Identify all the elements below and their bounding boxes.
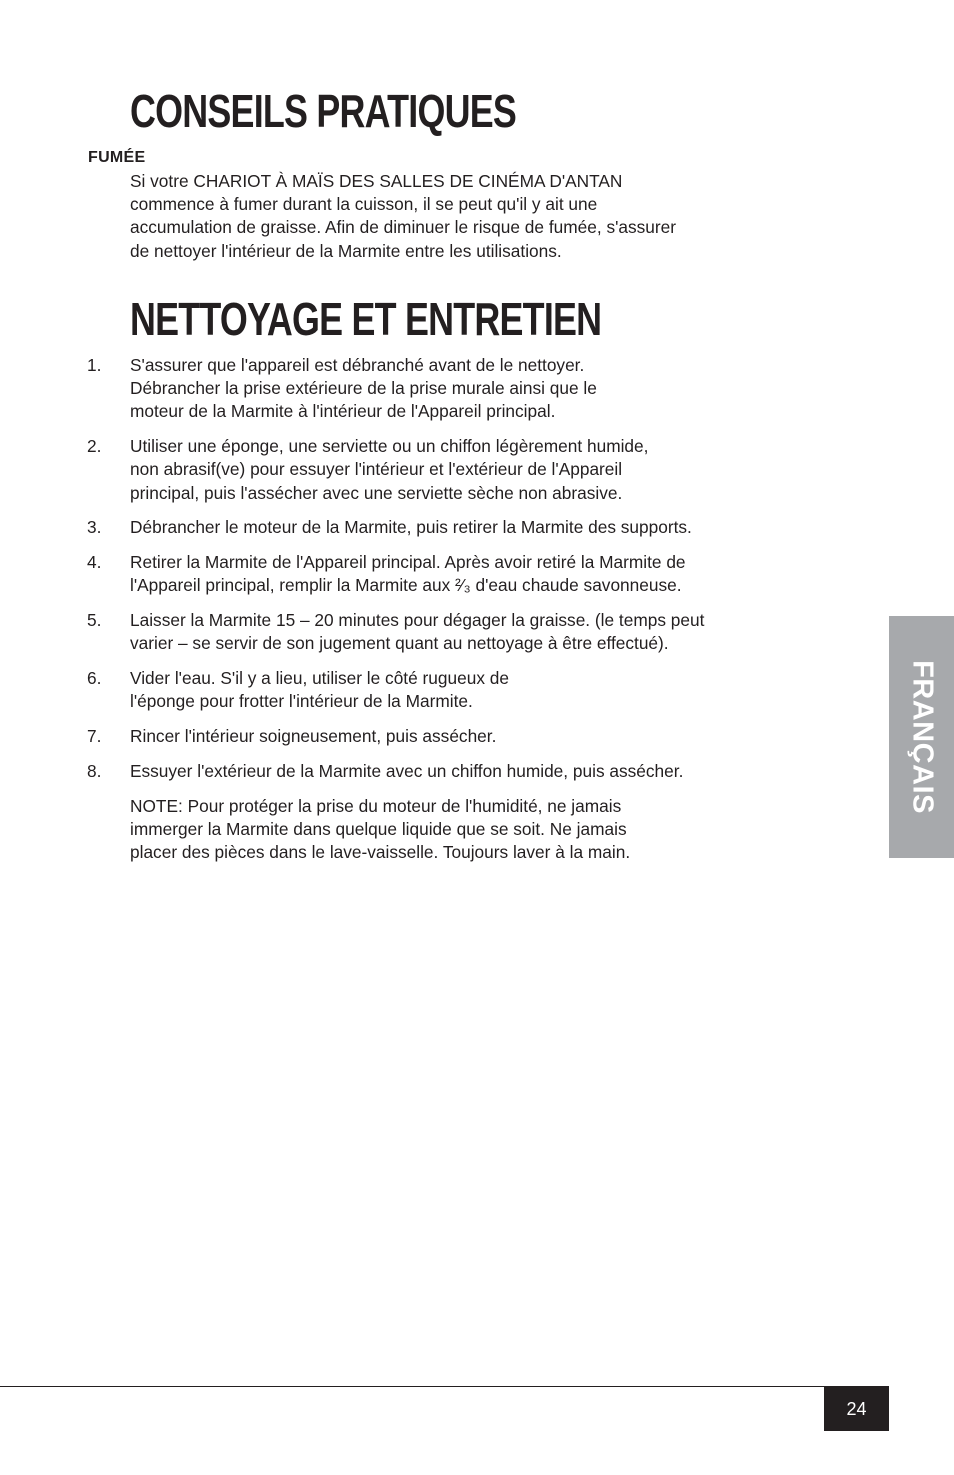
step-text: Retirer la Marmite de l'Appareil principal. Après avoir retiré la Marmite de l'Appareil principal, remplir la Marmite aux ²⁄₃ d'eau chaude savonneuse.	[130, 552, 686, 596]
subheading-fumee: FUMÉE	[88, 149, 146, 166]
cleaning-steps-list	[0, 354, 954, 864]
step-text: S'assurer que l'appareil est débranché avant de le nettoyer. Débrancher la prise extérieure de la prise murale ainsi que le moteur de la Marmite à l'intérieur de l'Appareil principal.	[130, 355, 597, 422]
language-side-tab	[889, 616, 954, 858]
step-number: 2.	[87, 436, 102, 457]
footer-divider	[0, 1386, 889, 1387]
cleaning-note: NOTE: Pour protéger la prise du moteur de l'humidité, ne jamais immerger la Marmite dans quelque liquide que se soit. Ne jamais placer des pièces dans le lave-vaisselle. Toujours laver à la main.	[130, 795, 631, 863]
step-text: Débrancher le moteur de la Marmite, puis retirer la Marmite des supports.	[130, 517, 692, 538]
page-number: 24	[846, 1399, 867, 1419]
list-item	[0, 435, 954, 505]
step-number: 4.	[87, 552, 102, 573]
list-item	[0, 667, 954, 713]
step-number: 3.	[87, 517, 102, 538]
step-number: 6.	[87, 668, 102, 689]
fumee-paragraph: Si votre CHARIOT À MAÏS DES SALLES DE CINÉMA D'ANTAN commence à fumer durant la cuisson, il se peut qu'il y ait une accumulation de graisse. Afin de diminuer le risque de fumée, s'assurer de nettoyer l'intérieur de la Marmite entre les utilisations.	[130, 171, 677, 261]
list-item	[0, 725, 954, 748]
step-text: Laisser la Marmite 15 – 20 minutes pour dégager la graisse. (le temps peut varier – se servir de son jugement quant au nettoyage à être effectué).	[130, 610, 705, 654]
page-number-badge	[824, 1387, 889, 1431]
step-number: 8.	[87, 761, 102, 781]
list-item	[0, 516, 954, 539]
list-item	[0, 551, 954, 597]
step-number: 5.	[87, 610, 102, 631]
step-text: Vider l'eau. S'il y a lieu, utiliser le côté rugueux de l'éponge pour frotter l'intérieur de la Marmite.	[130, 668, 509, 712]
list-item	[0, 609, 954, 655]
step-number: 7.	[87, 726, 102, 747]
list-item	[0, 760, 954, 783]
step-number: 1.	[87, 355, 102, 375]
step-text: Rincer l'intérieur soigneusement, puis assécher.	[130, 726, 497, 747]
step-text: Utiliser une éponge, une serviette ou un chiffon légèrement humide, non abrasif(ve) pour essuyer l'intérieur et l'extérieur de l'Appareil principal, puis l'assécher avec une serviette sèche non abrasive.	[130, 436, 649, 503]
language-tab-label: FRANÇAIS	[906, 660, 938, 814]
section-title-nettoyage-entretien: NETTOYAGE ET ENTRETIEN	[130, 293, 602, 345]
list-item	[0, 354, 954, 424]
step-text: Essuyer l'extérieur de la Marmite avec un chiffon humide, puis assécher.	[130, 761, 684, 781]
section-title-conseils-pratiques: CONSEILS PRATIQUES	[130, 85, 517, 137]
